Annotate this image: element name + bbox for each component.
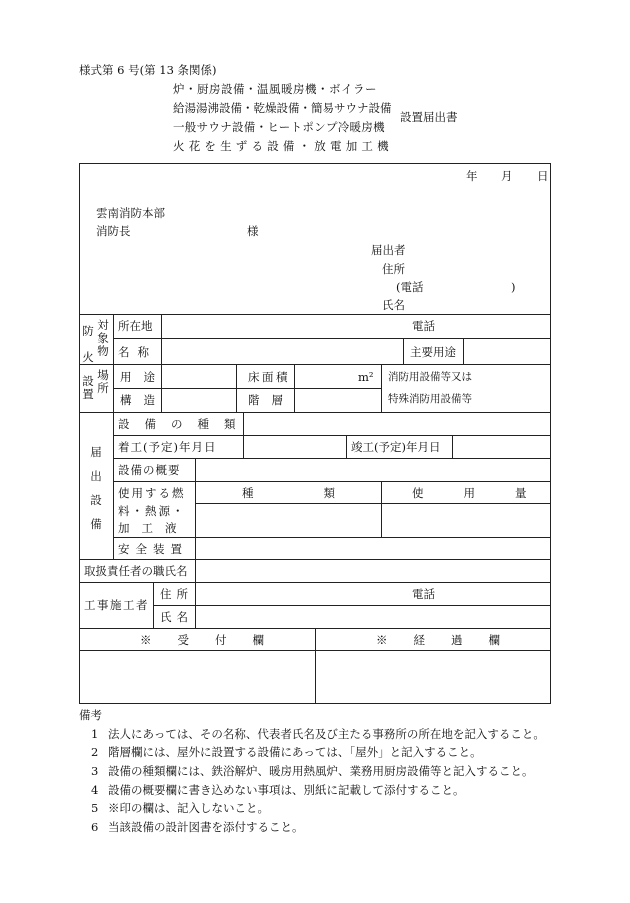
date-day: 日 [537, 169, 549, 183]
manager-label: 取扱責任者の職氏名 [84, 564, 188, 578]
fire-target-phone-label: 電話 [412, 319, 435, 333]
fuel-label-1: 使用する燃 [118, 486, 186, 500]
applicant-name-label: 氏名 [382, 298, 405, 312]
application-form [79, 163, 551, 704]
progress-label: ※経過欄 [376, 633, 526, 647]
equipment-line-4: 火花を生ずる設備・放電加工機 [173, 139, 393, 153]
note-number: 4 [91, 783, 99, 797]
note-text: ※印の欄は、記入しないこと。 [108, 801, 269, 815]
note-text: 当該設備の設計図書を添付すること。 [108, 820, 304, 834]
applicant-phone-open: (電話 [396, 280, 424, 294]
floor-area-label: 床面積 [248, 370, 290, 384]
install-use-label: 用途 [120, 370, 167, 384]
applicant-phone-close: ) [511, 280, 516, 294]
fuel-label-2: 料・熱源・ [118, 504, 186, 518]
note-number: 6 [91, 820, 99, 834]
fire-equipment-label-1: 消防用設備等又は [388, 371, 472, 383]
location-label [118, 319, 156, 333]
applicant-label: 届出者 [371, 243, 406, 257]
note-text: 法人にあっては、その名称、代表者氏名及び主たる事務所の所在地を記入すること。 [108, 727, 545, 741]
equipment-line-3: 一般サウナ設備・ヒートポンプ冷暖房機 [173, 120, 385, 134]
equipment-line-2: 給湯湯沸設備・乾燥設備・簡易サウナ設備 [173, 101, 392, 115]
contractor-phone-label: 電話 [412, 587, 435, 601]
note-text: 設備の種類欄には、鉄浴解炉、暖房用熱風炉、業務用厨房設備等と記入すること。 [108, 764, 534, 778]
addressee-title: 消防長 [96, 224, 131, 238]
fire-target-name-label: 名称 [118, 345, 157, 359]
location-label-text: 所在地 [118, 319, 153, 333]
note-number: 2 [91, 745, 99, 759]
equipment-line-1: 炉・厨房設備・温風暖房機・ボイラー [173, 82, 377, 96]
safety-device-label: 安全装置 [118, 542, 188, 556]
equipment-type-label: 設備の種類 [118, 417, 251, 431]
fire-equipment-label-2: 特殊消防用設備等 [388, 393, 472, 405]
note-number: 1 [91, 727, 99, 741]
equipment-outline-label: 設備の概要 [118, 463, 181, 477]
note-number: 5 [91, 801, 99, 815]
contractor-name-label: 氏名 [160, 610, 193, 624]
completion-date-label: 竣工(予定)年月日 [351, 440, 441, 454]
install-place-group-label: 設 置 場 所 [82, 368, 109, 401]
contractor-address-label: 住所 [160, 587, 193, 601]
note-number: 3 [91, 764, 99, 778]
equipment-group-label: 届 出 設 備 [90, 445, 102, 531]
honorific: 様 [247, 224, 259, 238]
start-date-label: 着工(予定)年月日 [118, 440, 217, 454]
fuel-label-3: 加工液 [118, 521, 189, 535]
fuel-kind-header: 種類 [242, 486, 405, 500]
fire-target-group-label: 防 火 対 象 物 [82, 318, 109, 364]
addressee-org: 雲南消防本部 [96, 206, 165, 220]
applicant-address-label: 住所 [382, 262, 405, 276]
note-text: 設備の概要欄に書き込めない事項は、別紙に記載して添付すること。 [108, 783, 465, 797]
fuel-usage-header: 使用量 [412, 486, 567, 500]
notes-title: 備考 [79, 708, 102, 722]
note-text: 階層欄には、屋外に設置する設備にあっては、「屋外」と記入すること。 [108, 745, 482, 759]
date-year: 年 [466, 169, 478, 183]
area-unit: m² [358, 370, 374, 384]
form-number: 様式第 6 号(第 13 条関係) [79, 63, 217, 77]
main-use-label: 主要用途 [410, 345, 456, 359]
contractor-label: 工事施工者 [84, 598, 149, 612]
reception-label: ※受付欄 [140, 633, 290, 647]
date-month: 月 [501, 169, 513, 183]
structure-label: 構造 [120, 393, 167, 407]
floor-level-label: 階層 [248, 393, 295, 407]
form-title: 設置届出書 [400, 110, 458, 124]
